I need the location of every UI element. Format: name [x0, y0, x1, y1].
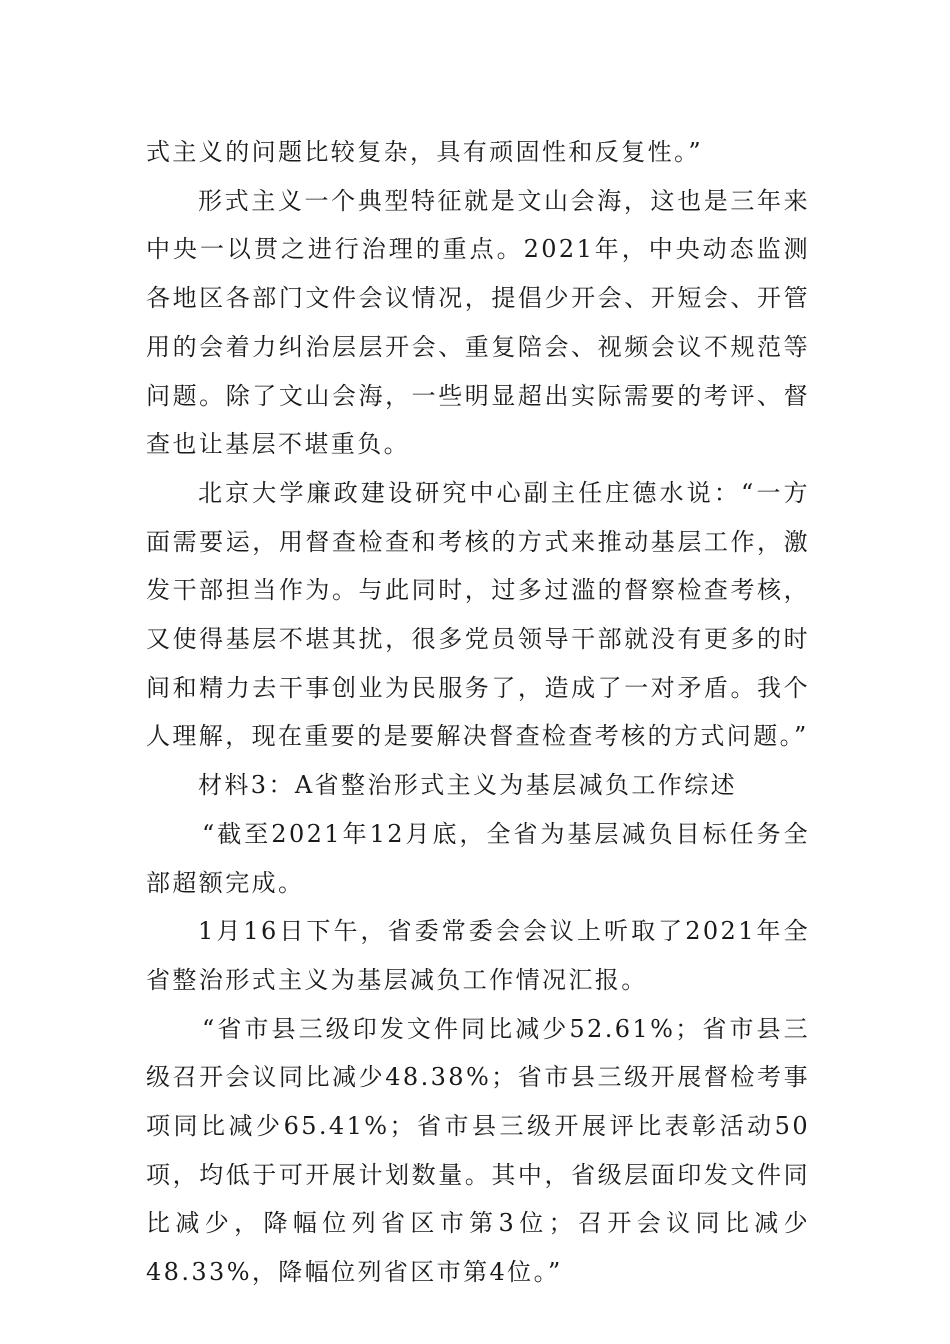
- paragraph-formalism-meetings: 形式主义一个典型特征就是文山会海，这也是三年来中央一以贯之进行治理的重点。2021年，中央动态监测各地区各部门文件会议情况，提倡少开会、开短会、开管用的会着力纠治层层开会、重复陪会、视频会议不规范等问题。除了文山会海，一些明显超出实际需要的考评、督查也让基层不堪重负。: [146, 186, 810, 459]
- paragraph-province-summary: “截至2021年12月底，全省为基层减负目标任务全部超额完成。: [146, 819, 810, 897]
- paragraph-continuation: 式主义的问题比较复杂，具有顽固性和反复性。”: [146, 138, 704, 166]
- paragraph-meeting-report: 1月16日下午，省委常委会会议上听取了2021年全省整治形式主义为基层减负工作情况汇报。: [146, 917, 810, 994]
- paragraph-statistics: “省市县三级印发文件同比减少52.61%；省市县三级召开会议同比减少48.38%；省市县三级开展督检考事项同比减少65.41%；省市县三级开展评比表彰活动50项，均低于可开展计划数量。其中，省级层面印发文件同比减少，降幅位列省区市第3位；召开会议同比减少48.33%，降幅位列省区市第4位。”: [146, 1014, 810, 1287]
- material-3-heading: 材料3：A省整治形式主义为基层减负工作综述: [198, 771, 737, 800]
- document-body: [146, 128, 810, 1297]
- paragraph-expert-quote: 北京大学廉政建设研究中心副主任庄德水说：“一方面需要运，用督查检查和考核的方式来推动基层工作，激发干部担当作为。与此同时，过多过滥的督察检查考核，又使得基层不堪其扰，很多党员领导干部就没有更多的时间和精力去干事创业为民服务了，造成了一对矛盾。我个人理解，现在重要的是要解决督查检查考核的方式问题。”: [146, 478, 810, 751]
